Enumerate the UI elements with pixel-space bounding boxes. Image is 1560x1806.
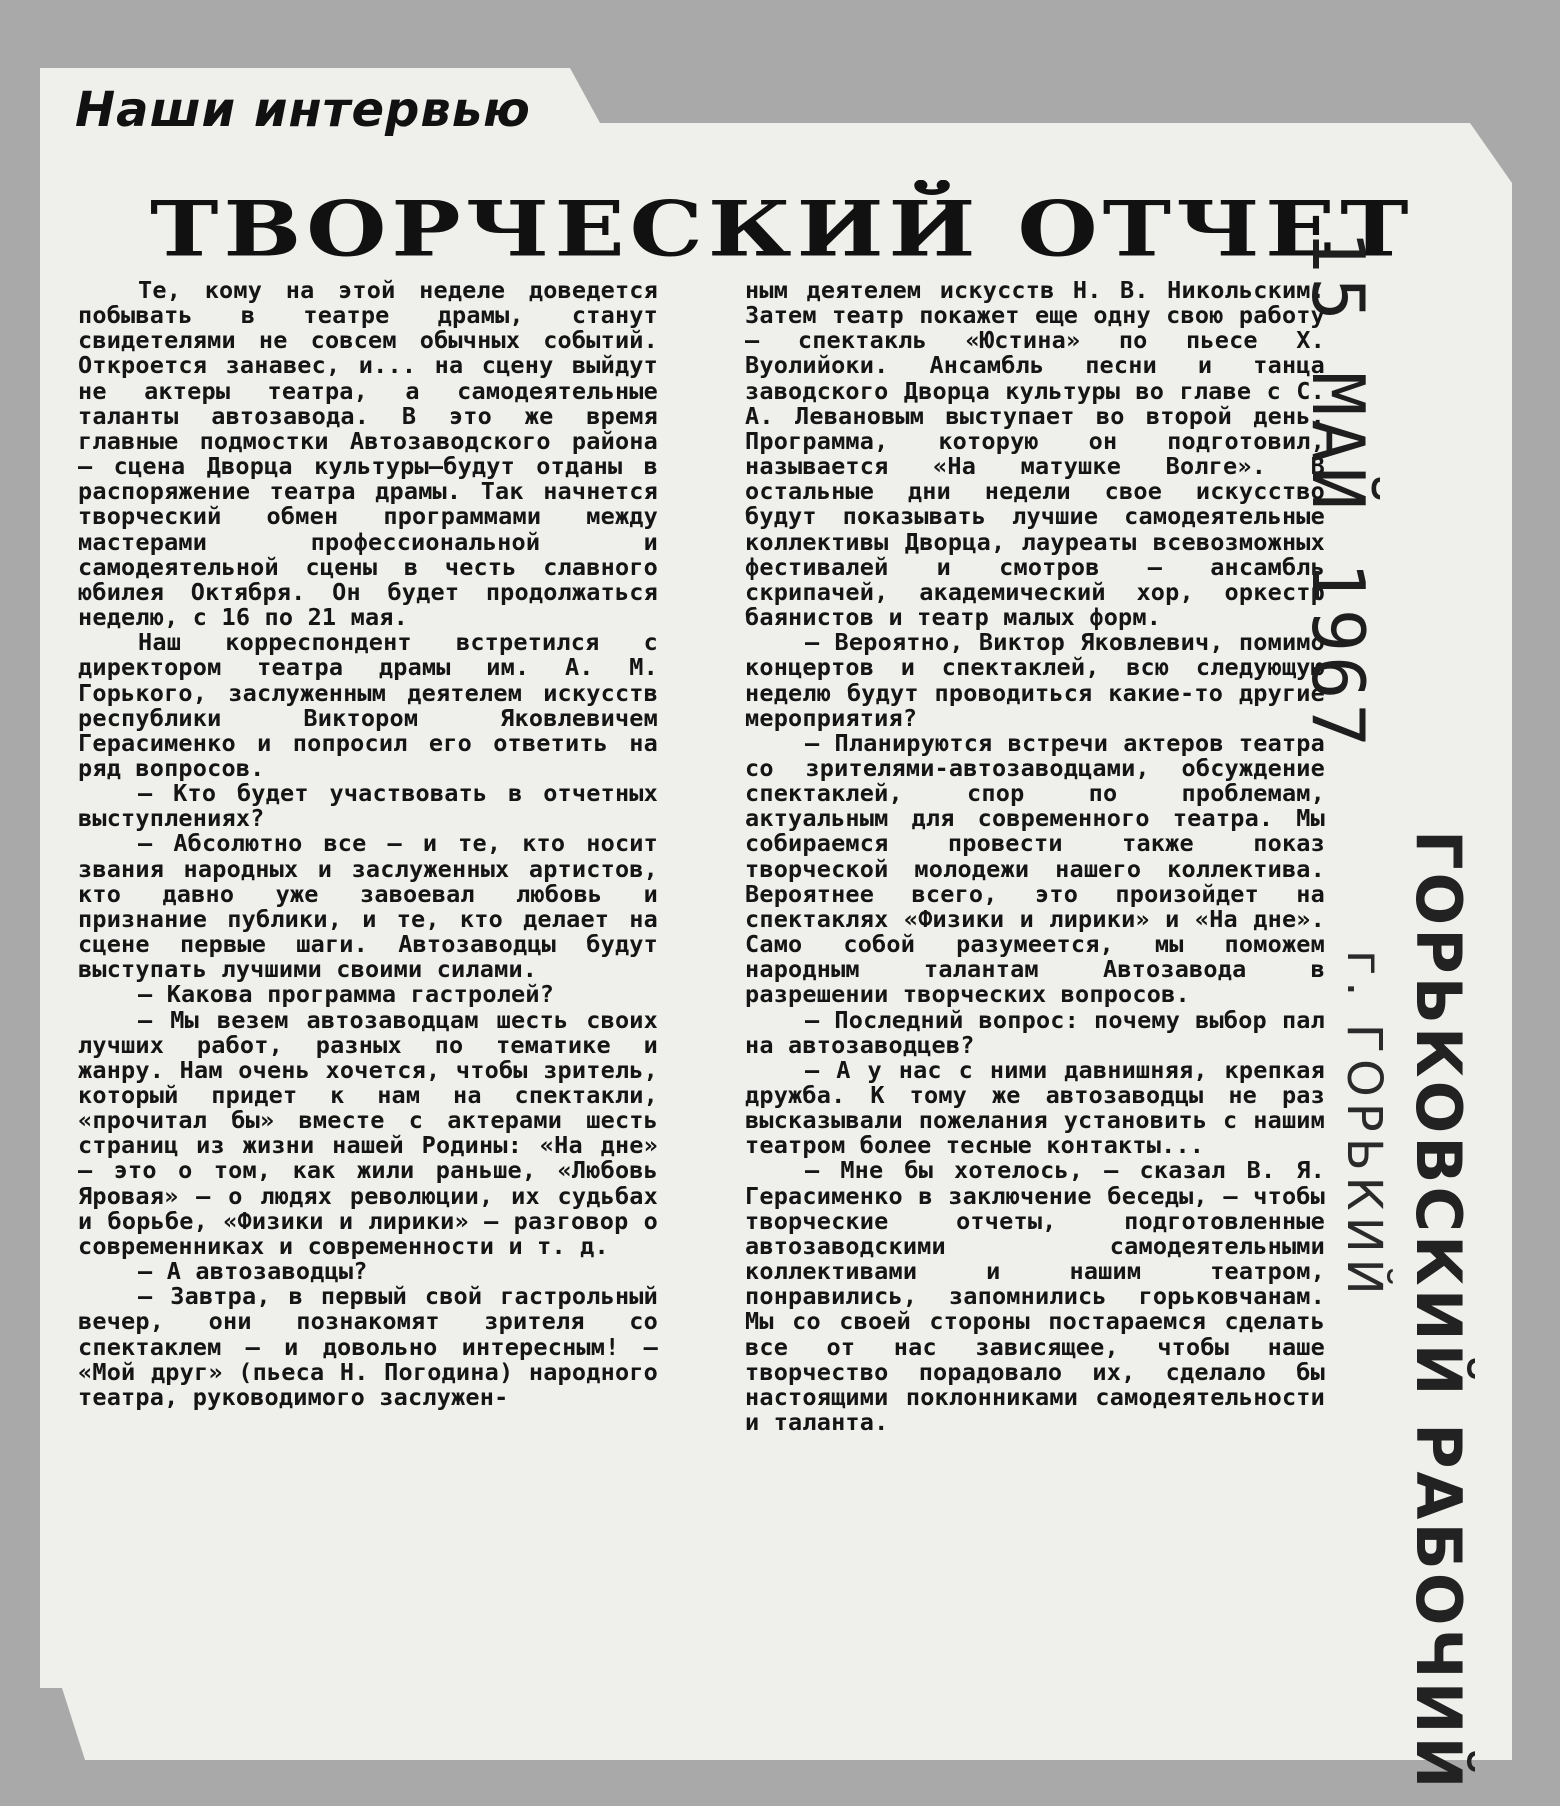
question: — А автозаводцы? bbox=[138, 1257, 368, 1286]
date-stamp: 15 МАЙ 1967 bbox=[1296, 230, 1380, 751]
rubric-label: Наши интервью bbox=[75, 82, 531, 138]
answer: — А у нас с ними давнишняя, крепкая дружба. К тому же автозаводцы не раз высказывали пожелания установить с нашим театром более тесные контакты... bbox=[745, 1055, 1325, 1160]
answer: — Мы везем автозаводцам шесть своих лучших работ, разных по тематике и жанру. Нам очень хочется, чтобы зритель, который придет к нам на спектакли, «прочитал бы» вместе с актерами шесть страниц из жизни нашей Родины: «На дне» — это о том, как жили раньше, «Любовь Яровая» — о людях революции, их судьбах и борьбе, «Физики и лирики» — разговор о современниках и современности и т. д. bbox=[78, 1005, 658, 1260]
question: — Кто будет участвовать в отчетных выступлениях? bbox=[78, 779, 658, 833]
article-headline: ТВОРЧЕСКИЙ ОТЧЕТ bbox=[150, 185, 1414, 274]
answer: — Завтра, в первый свой гастрольный вечер, они познакомят зрителя со спектаклем — и довольно интересным! — «Мой друг» (пьеса Н. Погодина) народного театра, руководимого заслужен- bbox=[78, 1282, 658, 1411]
question: — Какова программа гастролей? bbox=[138, 980, 555, 1009]
answer: — Мне бы хотелось, — сказал В. Я. Герасименко в заключение беседы, — чтобы творческие отчеты, подготовленные автозаводскими самодеятельными коллективами и нашим театром, понравились, запомнились горьковчанам. Мы со своей стороны постараемся сделать все от нас зависящее, чтобы наше творчество порадовало их, сделало бы настоящими поклонниками самодеятельности и таланта. bbox=[745, 1156, 1325, 1437]
article-column-left bbox=[78, 278, 658, 1410]
paragraph: ным деятелем искусств Н. В. Никольским. Затем театр покажет еще одну свою работу — спектакль «Юстина» по пьесе Х. Вуолийоки. Ансамбль песни и танца заводского Дворца культуры во главе с С. А. Левановым выступает во второй день. Программа, которую он подготовил, называется «На матушке Волге». В остальные дни недели свое искусство будут показывать лучшие самодеятельные коллективы Дворца, лауреаты всевозможных фестивалей и смотров — ансамбль скрипачей, академический хор, оркестр баянистов и театр малых форм. bbox=[745, 276, 1325, 632]
answer: — Абсолютно все — и те, кто носит звания народных и заслуженных артистов, кто давно уже завоевал любовь и признание публики, и те, кто делает на сцене первые шаги. Автозаводцы будут выступать лучшими своими силами. bbox=[78, 829, 658, 984]
question: — Вероятно, Виктор Яковлевич, помимо концертов и спектаклей, всю следующую неделю будут проводиться какие-то другие мероприятия? bbox=[745, 628, 1325, 732]
answer: — Планируются встречи актеров театра со зрителями-автозаводцами, обсуждение спектаклей, спор по проблемам, актуальным для современного театра. Мы собираемся провести также показ творческой молодежи нашего коллектива. Вероятнее всего, это произойдет на спектаклях «Физики и лирики» и «На дне». Само собой разумеется, мы поможем народным талантам Автозавода в разрешении творческих вопросов. bbox=[745, 728, 1325, 1009]
newspaper-stamp: ГОРЬКОВСКИЙ РАБОЧИЙ bbox=[1402, 830, 1475, 1792]
question: — Последний вопрос: почему выбор пал на автозаводцев? bbox=[745, 1005, 1325, 1059]
city-stamp: г. ГОРЬКИЙ bbox=[1336, 950, 1392, 1301]
paragraph: Те, кому на этой неделе доведется побывать в театре драмы, станут свидетелями не совсем обычных событий. Откроется занавес, и... на сцену выйдут не актеры театра, а самодеятельные таланты автозавода. В это же время главные подмостки Автозаводского района — сцена Дворца культуры—будут отданы в распоряжение театра драмы. Так начнется творческий обмен программами между мастерами профессиональной и самодеятельной сцены в честь славного юбилея Октября. Он будет продолжаться неделю, с 16 по 21 мая. bbox=[78, 276, 658, 632]
article-column-right bbox=[745, 278, 1325, 1435]
paragraph: Наш корреспондент встретился с директором театра драмы им. А. М. Горького, заслуженным деятелем искусств республики Виктором Яковлевичем Герасименко и попросил его ответить на ряд вопросов. bbox=[78, 628, 658, 782]
